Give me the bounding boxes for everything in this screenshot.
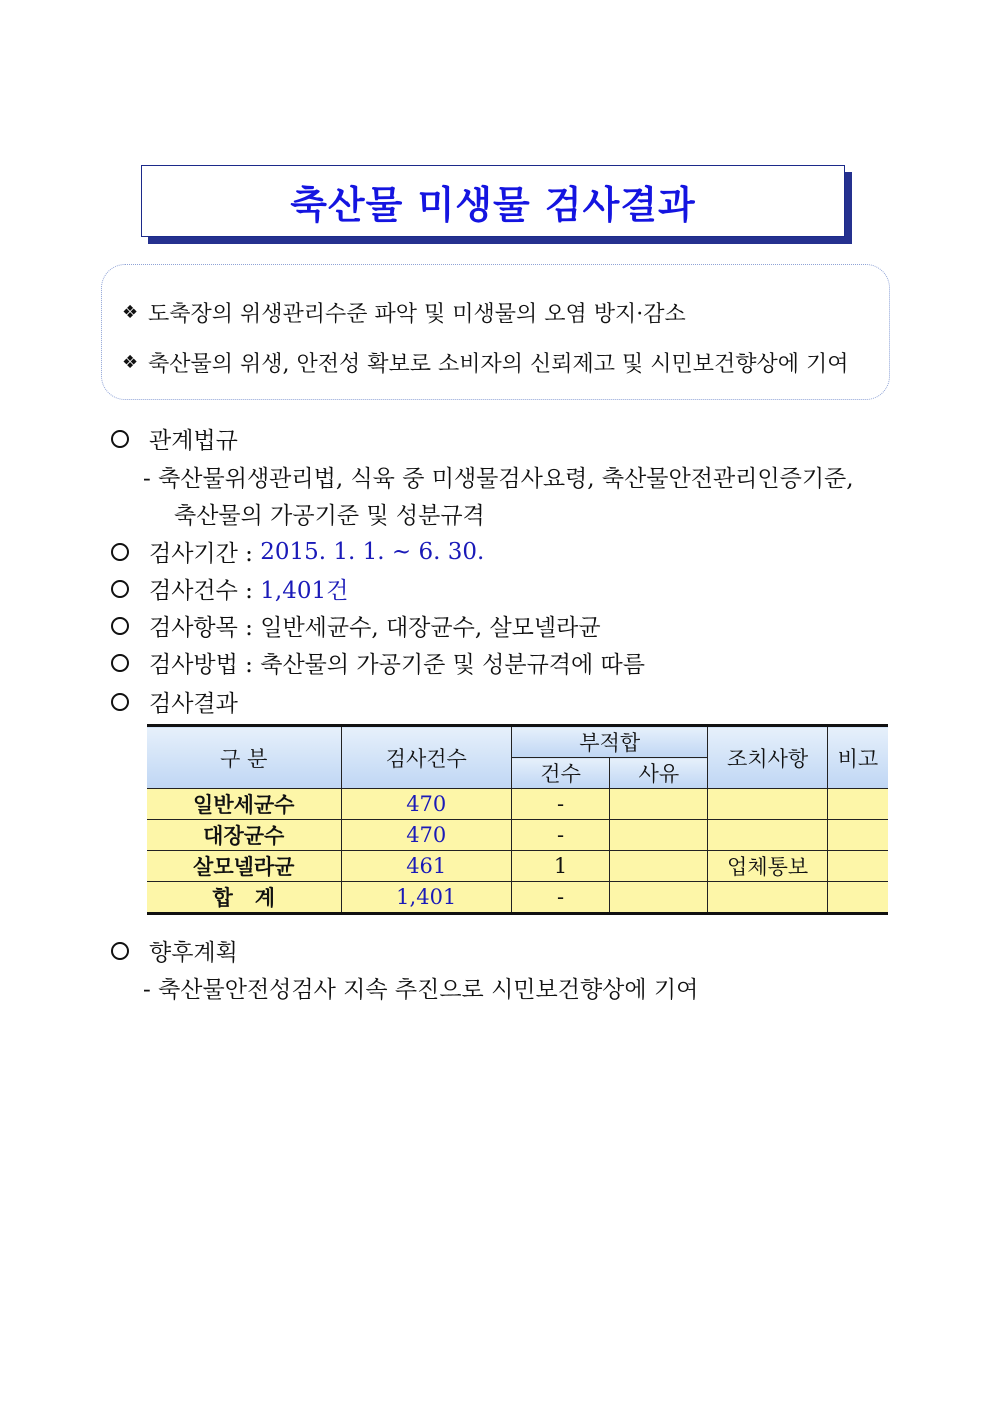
header-category: 구 분 [147,726,341,789]
circle-bullet-icon [111,654,129,672]
row-note [827,820,888,851]
row-note [827,851,888,882]
row-note [827,789,888,820]
circle-bullet-icon [111,430,129,448]
law-line-2: 축산물의 가공기준 및 성분규격 [174,503,485,529]
section-label: 향후계획 [149,940,238,966]
section-items [108,609,601,642]
purpose-text: 축산물의 위생, 안전성 확보로 소비자의 신뢰제고 및 시민보건향상에 기여 [148,352,849,377]
period-value: 2015. 1. 1. ~ 6. 30. [260,538,485,565]
row-name: 살모넬라균 [147,851,341,882]
section-label: 검사기간 : [149,541,261,567]
diamond-bullet-icon: ❖ [122,352,139,373]
header-note: 비고 [827,726,888,789]
purpose-item [122,297,686,328]
law-line-1: - 축산물위생관리법, 식육 중 미생물검사요령, 축산물안전관리인증기준, [143,466,854,492]
circle-bullet-icon [111,693,129,711]
purpose-box [101,264,890,400]
row-action [708,820,827,851]
row-action [708,789,827,820]
circle-bullet-icon [111,543,129,561]
header-action: 조치사항 [708,726,827,789]
row-count: 461 [341,851,511,882]
row-count: 1,401 [341,882,511,914]
header-nc-reason: 사유 [610,758,708,789]
plan-line: - 축산물안전성검사 지속 추진으로 시민보건향상에 기여 [143,977,699,1003]
row-nc-reason [610,882,708,914]
purpose-text: 도축장의 위생관리수준 파악 및 미생물의 오염 방지·감소 [148,302,686,327]
section-period [108,535,484,568]
section-result [108,685,238,718]
row-nc-reason [610,851,708,882]
row-note [827,882,888,914]
row-nc-count: 1 [511,851,609,882]
result-table [147,724,888,915]
header-nc-count: 건수 [511,758,609,789]
purpose-item [122,347,849,378]
section-label: 관계법규 [149,428,238,454]
header-count: 검사건수 [341,726,511,789]
row-nc-reason [610,789,708,820]
table-row [147,789,888,820]
section-label: 검사결과 [149,691,238,717]
section-method [108,646,645,679]
section-label: 검사방법 : 축산물의 가공기준 및 성분규격에 따름 [149,652,645,678]
row-action: 업체통보 [708,851,827,882]
row-action [708,882,827,914]
title-box [141,165,845,237]
table-row [147,820,888,851]
section-label: 검사항목 : 일반세균수, 대장균수, 살모넬라균 [149,615,601,641]
row-nc-count: - [511,820,609,851]
table-row [147,851,888,882]
row-nc-count: - [511,789,609,820]
page-title: 축산물 미생물 검사결과 [290,182,696,227]
row-nc-count: - [511,882,609,914]
circle-bullet-icon [111,580,129,598]
row-count: 470 [341,789,511,820]
diamond-bullet-icon: ❖ [122,302,139,323]
section-label: 검사건수 : [149,578,261,604]
circle-bullet-icon [111,942,129,960]
table-row-total [147,882,888,914]
section-count [108,572,348,605]
row-name: 일반세균수 [147,789,341,820]
circle-bullet-icon [111,617,129,635]
row-nc-reason [610,820,708,851]
section-plan [108,934,238,967]
section-law [108,422,238,455]
row-count: 470 [341,820,511,851]
header-nonconform: 부적합 [511,726,708,758]
row-name: 대장균수 [147,820,341,851]
count-value: 1,401건 [260,578,349,604]
row-name: 합 계 [147,882,341,914]
